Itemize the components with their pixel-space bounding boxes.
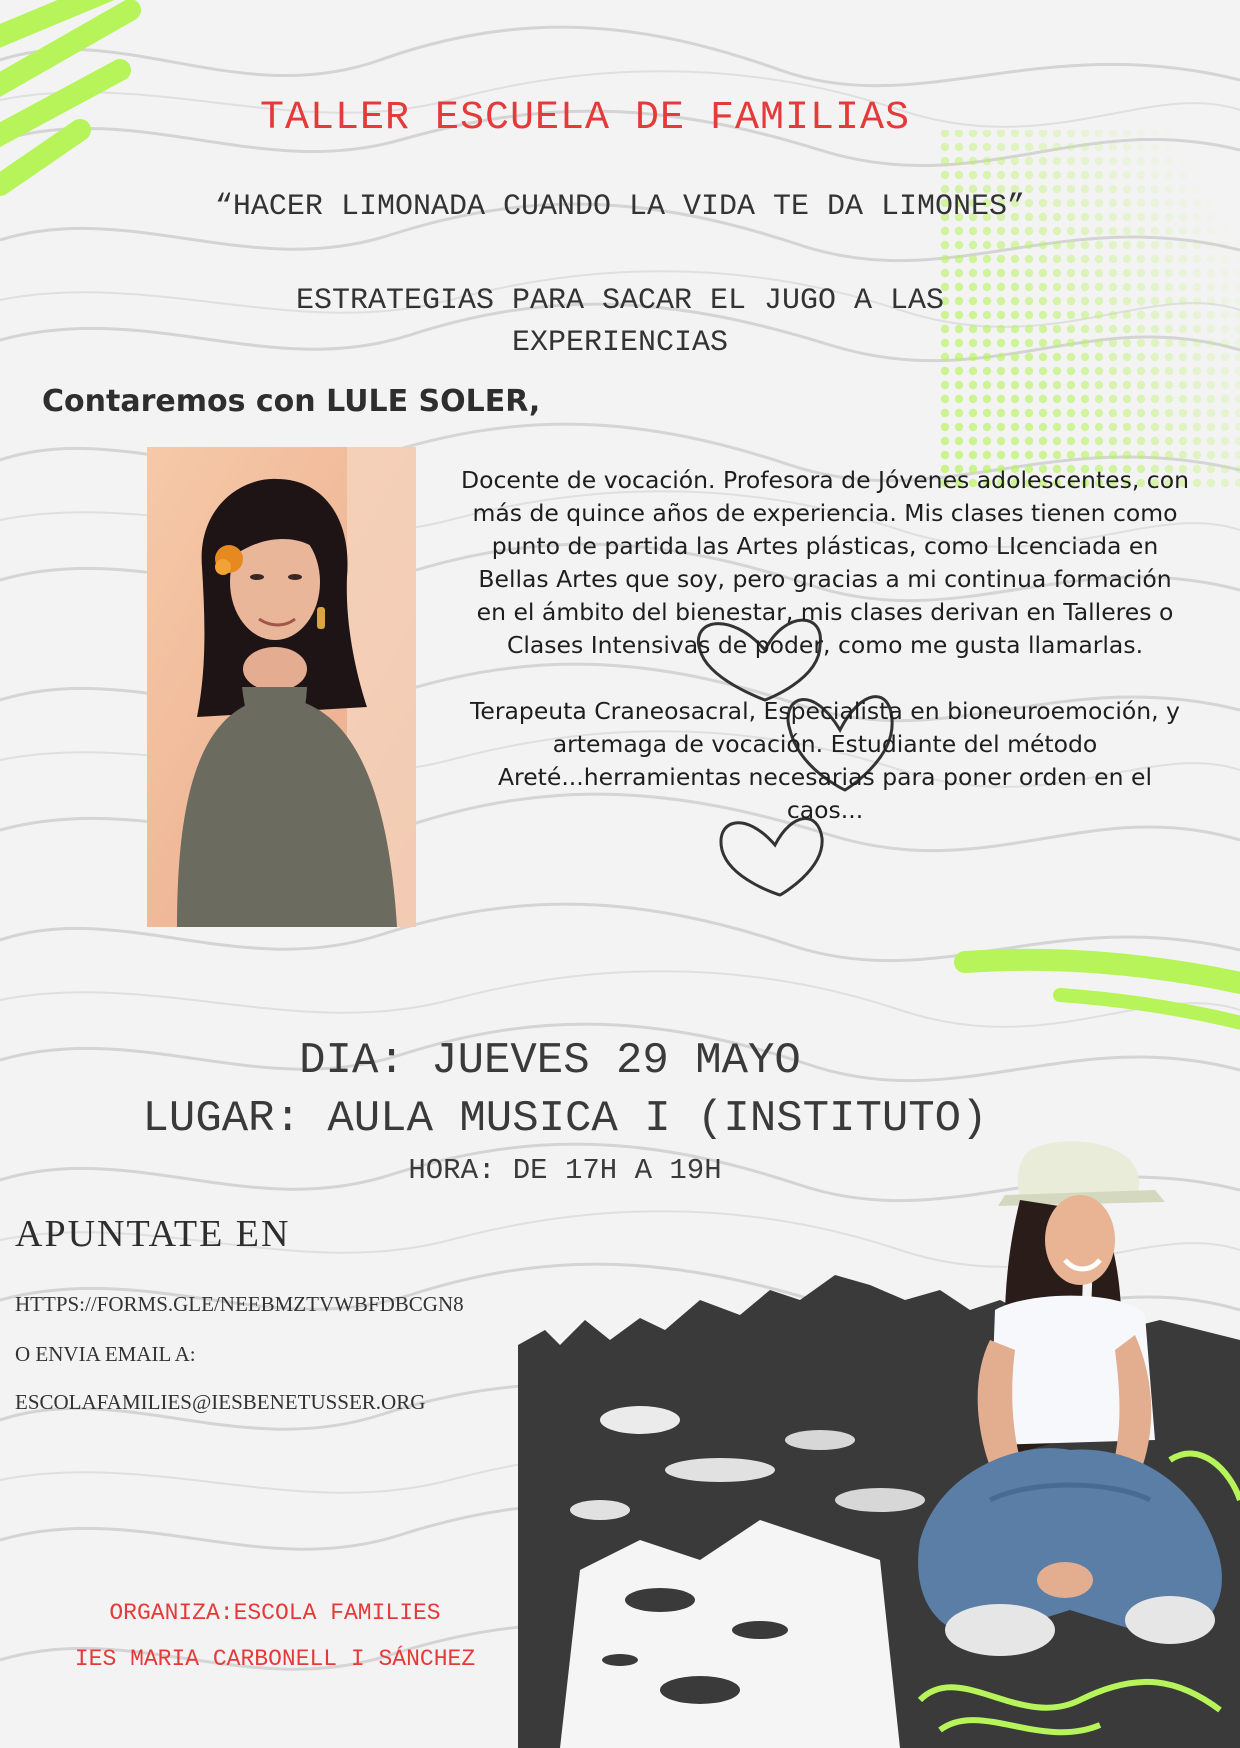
- sitting-girl-icon: [880, 1140, 1240, 1748]
- signup-link[interactable]: HTTPS://FORMS.GLE/NEEBMZTVWBFDBCGN8: [15, 1292, 464, 1316]
- page-title: TALLER ESCUELA DE FAMILIAS: [259, 96, 911, 141]
- subtitle-quote: “HACER LIMONADA CUANDO LA VIDA TE DA LIMONES”: [214, 190, 1026, 224]
- bio-paragraph-1: Docente de vocación. Profesora de Jóvenes adolescentes, con más de quince años de experiencia. Mis clases tienen como punto de partida las Artes plásticas, como LIcenciada en Bellas Artes que soy, pero gracias a mi continua formación en el ámbito del bienestar, mis clases derivan en Talleres o Clases Intensivas de poder, como me gusta llamarlas.: [461, 466, 1189, 659]
- bio-paragraph-2: Terapeuta Craneosacral, Especialista en bioneuroemoción, y artemaga de vocación. Estudiante del método Areté...herramientas necesarias para poner orden en el caos...: [470, 697, 1180, 824]
- event-place: LUGAR: AULA MUSICA I (INSTITUTO): [142, 1094, 988, 1144]
- event-time: HORA: DE 17H A 19H: [408, 1154, 722, 1187]
- organizer-line-2: IES MARIA CARBONELL I SÁNCHEZ: [74, 1646, 476, 1672]
- event-day: DIA: JUEVES 29 MAYO: [299, 1036, 801, 1086]
- speaker-intro: Contaremos con LULE SOLER,: [42, 384, 541, 419]
- strategies-heading: ESTRATEGIAS PARA SACAR EL JUGO A LAS EXPERIENCIAS: [295, 284, 945, 360]
- signup-email-label: O ENVIA EMAIL A:: [15, 1342, 196, 1366]
- speaker-bio: [460, 464, 1190, 860]
- speaker-portrait-icon: [147, 447, 416, 927]
- signup-email[interactable]: ESCOLAFAMILIES@IESBENETUSSER.ORG: [15, 1390, 426, 1414]
- organizer-line-1: ORGANIZA:ESCOLA FAMILIES: [109, 1600, 441, 1626]
- signup-heading: APUNTATE EN: [15, 1213, 291, 1255]
